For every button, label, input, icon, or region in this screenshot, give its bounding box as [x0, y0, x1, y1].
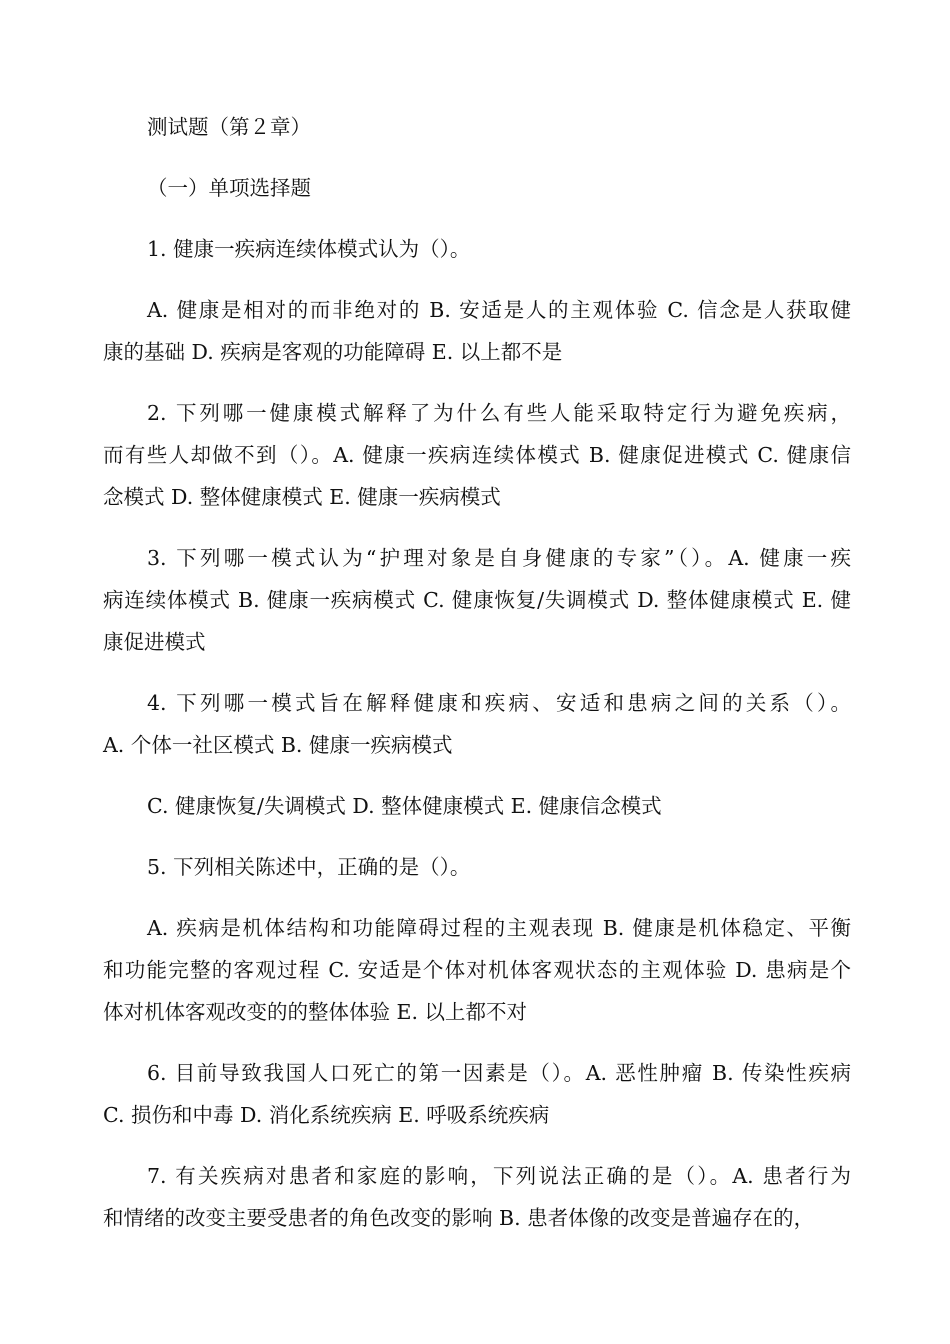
text-line: 4. 下列哪一模式旨在解释健康和疾病、安适和患病之间的关系（）。 [147, 691, 851, 715]
text-line: A. 个体一社区模式 B. 健康一疾病模式 [103, 733, 453, 757]
question-paragraph [103, 392, 851, 518]
question-list [103, 228, 851, 1239]
question-paragraph [103, 537, 851, 663]
text-line: 念模式 D. 整体健康模式 E. 健康一疾病模式 [103, 485, 501, 509]
question-paragraph [103, 1155, 851, 1239]
document-title: 测试题（第２章） [147, 115, 311, 139]
text-line: A. 疾病是机体结构和功能障碍过程的主观表现 B. 健康是机体稳定、平衡 [147, 916, 851, 940]
section-heading: （一）单项选择题 [147, 176, 311, 200]
text-line: 2. 下列哪一健康模式解释了为什么有些人能采取特定行为避免疾病， [147, 401, 851, 425]
question-paragraph [103, 785, 851, 827]
text-line: 3. 下列哪一模式认为“护理对象是自身健康的专家”（）。A. 健康一疾 [147, 546, 851, 570]
text-line: 病连续体模式 B. 健康一疾病模式 C. 健康恢复/失调模式 D. 整体健康模式 E. 健 [103, 588, 851, 612]
question-paragraph [103, 907, 851, 1033]
text-line: 7. 有关疾病对患者和家庭的影响，下列说法正确的是（）。A. 患者行为 [147, 1164, 851, 1188]
question-paragraph [103, 682, 851, 766]
text-line: 康促进模式 [103, 630, 206, 654]
question-paragraph [103, 1052, 851, 1136]
text-line: 5. 下列相关陈述中，正确的是（）。 [147, 855, 471, 879]
text-line: 体对机体客观改变的的整体体验 E. 以上都不对 [103, 1000, 528, 1024]
question-paragraph [103, 228, 851, 270]
text-line: C. 健康恢复/失调模式 D. 整体健康模式 E. 健康信念模式 [147, 794, 662, 818]
question-paragraph [103, 846, 851, 888]
text-line: 和情绪的改变主要受患者的角色改变的影响 B. 患者体像的改变是普遍存在的， [103, 1206, 815, 1230]
text-line: 6. 目前导致我国人口死亡的第一因素是（）。A. 恶性肿瘤 B. 传染性疾病 [147, 1061, 851, 1085]
question-paragraph [103, 289, 851, 373]
text-line: A. 健康是相对的而非绝对的 B. 安适是人的主观体验 C. 信念是人获取健 [147, 298, 851, 322]
text-line: 和功能完整的客观过程 C. 安适是个体对机体客观状态的主观体验 D. 患病是个 [103, 958, 851, 982]
document-page [103, 106, 851, 1258]
text-line: C. 损伤和中毒 D. 消化系统疾病 E. 呼吸系统疾病 [103, 1103, 550, 1127]
text-line: 而有些人却做不到（）。A. 健康一疾病连续体模式 B. 健康促进模式 C. 健康信 [103, 443, 851, 467]
text-line: 康的基础 D. 疾病是客观的功能障碍 E. 以上都不是 [103, 340, 563, 364]
text-line: 1. 健康一疾病连续体模式认为（）。 [147, 237, 471, 261]
